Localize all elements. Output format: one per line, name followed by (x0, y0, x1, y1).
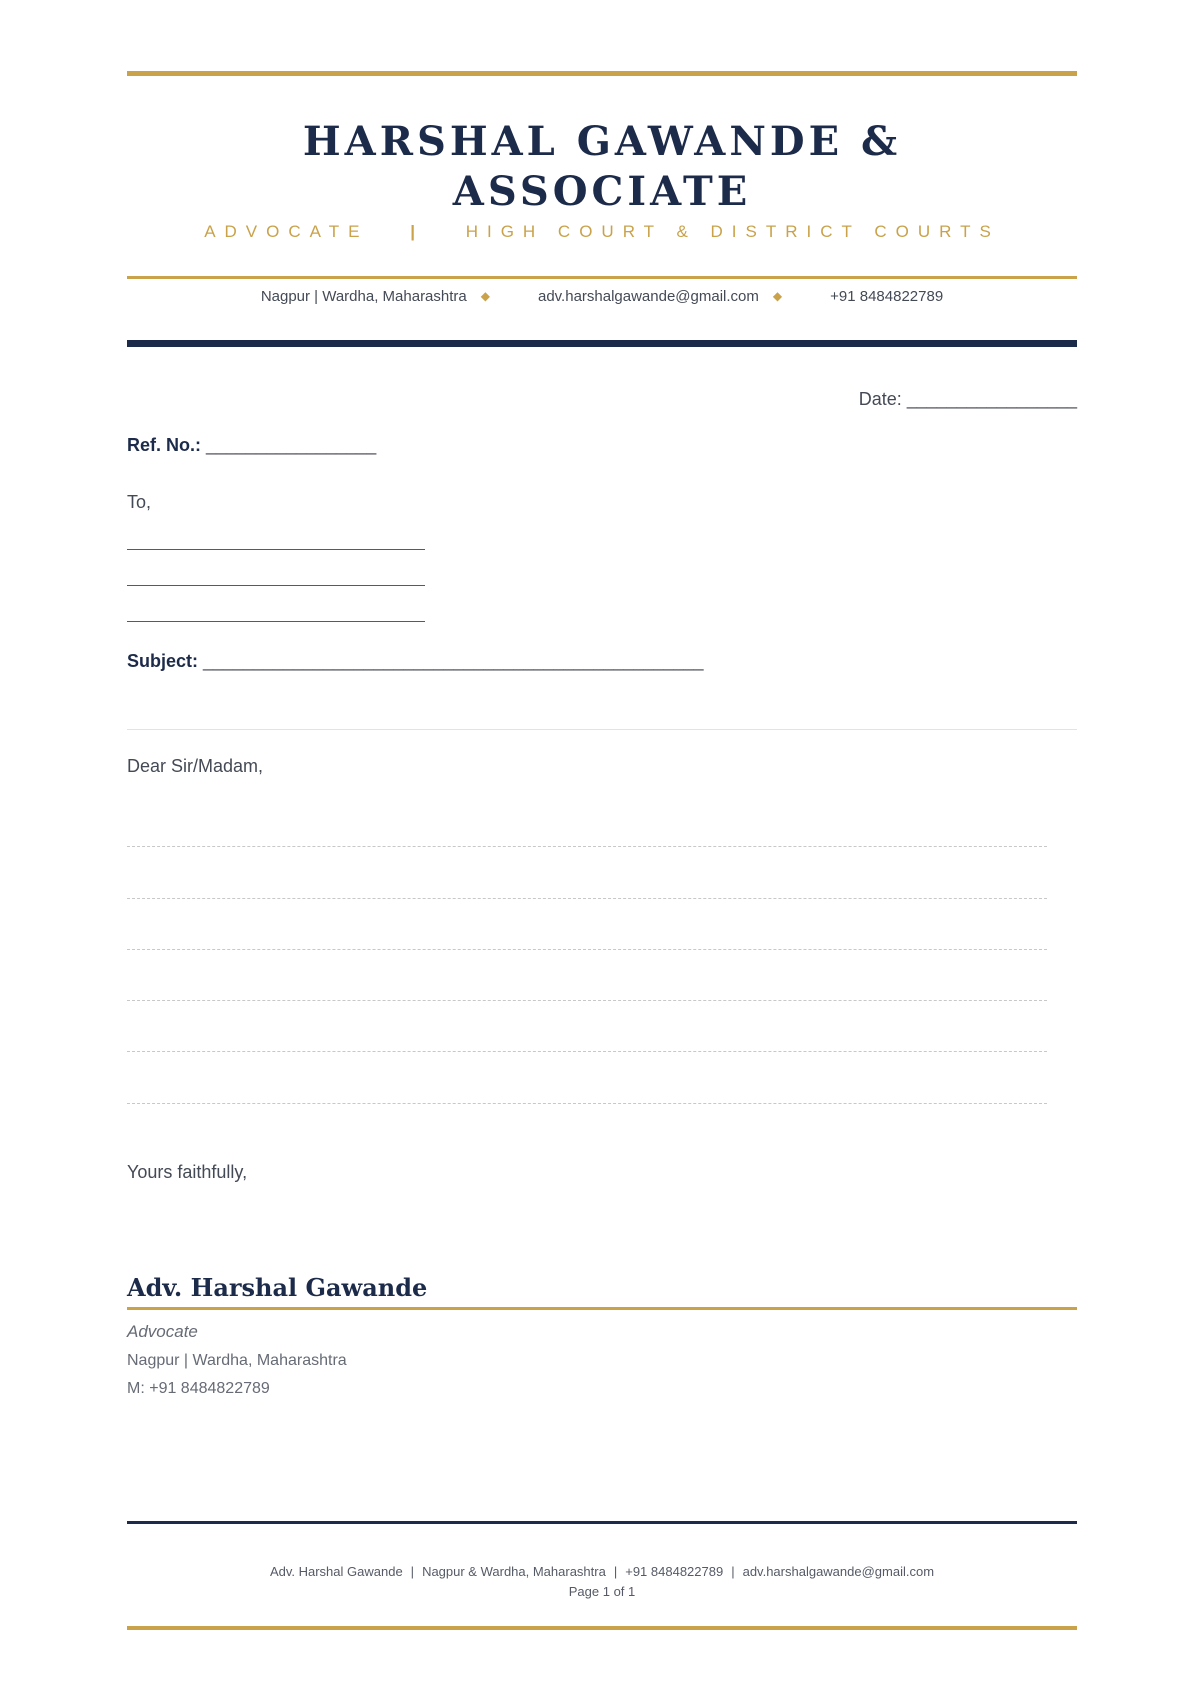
signature-gold-rule (127, 1307, 1077, 1310)
date-field (859, 389, 1077, 410)
footer-separator: | (410, 1564, 415, 1579)
subject-divider (127, 729, 1077, 730)
body-writing-line (127, 1051, 1047, 1052)
body-writing-line (127, 1103, 1047, 1104)
to-label: To, (127, 492, 152, 512)
signature-phone: M: +91 8484822789 (127, 1380, 270, 1397)
recipient-address-line-3 (127, 621, 425, 622)
header-email-link[interactable]: adv.harshalgawande@gmail.com (537, 288, 759, 305)
header-top-gold-rule (127, 71, 1077, 76)
tagline-separator: | (410, 222, 424, 241)
date-label: Date: (858, 389, 902, 409)
header-phone: +91 8484822789 (830, 288, 944, 305)
header-navy-rule (127, 340, 1077, 347)
footer-navy-rule (127, 1521, 1077, 1524)
body-writing-line (127, 1000, 1047, 1001)
diamond-bullet-icon: ◆ (480, 289, 490, 303)
diamond-bullet-icon: ◆ (772, 289, 783, 303)
firm-tagline (127, 222, 1077, 242)
signature-name: Adv. Harshal Gawande (127, 1273, 428, 1302)
footer-name: Adv. Harshal Gawande (269, 1564, 403, 1579)
recipient-address-line-2 (127, 585, 425, 586)
header-contact-line (127, 288, 1077, 305)
firm-name (127, 117, 1077, 217)
footer-contact-line (127, 1564, 1077, 1579)
footer-email-link[interactable]: adv.harshalgawande@gmail.com (742, 1564, 935, 1579)
body-writing-line (127, 898, 1047, 899)
subject-label: Subject: (127, 651, 199, 671)
footer-page-number: Page 1 of 1 (568, 1584, 636, 1599)
subject-field (127, 651, 704, 672)
signature-location: Nagpur | Wardha, Maharashtra (127, 1352, 347, 1369)
signature-title: Advocate (127, 1322, 198, 1341)
body-writing-line (127, 949, 1047, 950)
footer-phone: +91 8484822789 (625, 1564, 724, 1579)
firm-name-line-1: HARSHAL GAWANDE & (302, 118, 902, 165)
footer-gold-rule (127, 1626, 1077, 1630)
ref-label: Ref. No.: (127, 435, 201, 455)
body-writing-line (127, 846, 1047, 847)
header-location: Nagpur | Wardha, Maharashtra (260, 288, 467, 305)
firm-name-line-2: ASSOCIATE (452, 168, 752, 215)
footer-location: Nagpur & Wardha, Maharashtra (422, 1564, 606, 1579)
closing: Yours faithfully, (127, 1162, 248, 1182)
subject-blank: __________________________________________________ (203, 651, 704, 671)
ref-blank: _________________ (206, 435, 377, 455)
footer-separator: | (731, 1564, 735, 1579)
tagline-courts: HIGH COURT & DISTRICT COURTS (465, 222, 1000, 241)
tagline-advocate: ADVOCATE (204, 222, 369, 241)
recipient-address-line-1 (127, 549, 425, 550)
reference-field (127, 435, 376, 456)
footer-separator: | (613, 1564, 618, 1579)
date-blank: _________________ (906, 389, 1077, 409)
header-gold-divider (127, 276, 1077, 279)
salutation: Dear Sir/Madam, (127, 756, 264, 776)
